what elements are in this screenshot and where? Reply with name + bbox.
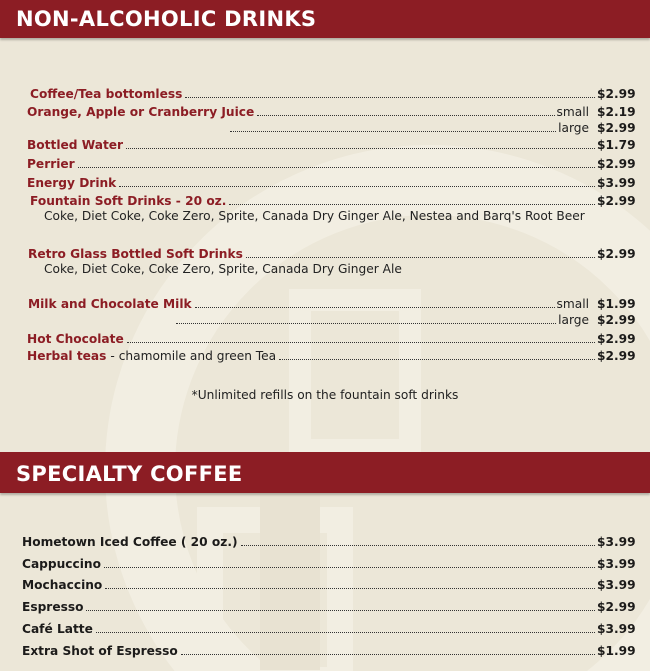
- menu-item: [22, 577, 634, 593]
- item-options: Coke, Diet Coke, Coke Zero, Sprite, Canada Dry Ginger Ale: [44, 262, 402, 276]
- item-options: Coke, Diet Coke, Coke Zero, Sprite, Canada Dry Ginger Ale, Nestea and Barq's Root Beer: [44, 209, 585, 223]
- item-price: $2.99: [597, 313, 636, 327]
- item-name: Mochaccino: [22, 578, 103, 592]
- item-name: Milk and Chocolate Milk: [28, 297, 192, 311]
- menu-item: [30, 86, 634, 102]
- item-price: $2.19: [597, 105, 636, 119]
- dot-leader: [104, 567, 595, 568]
- dot-leader: [176, 323, 556, 324]
- menu-item: [27, 104, 634, 120]
- menu-item: [27, 348, 634, 364]
- menu-item: [22, 556, 634, 572]
- item-name: Bottled Water: [27, 138, 124, 152]
- item-size: small: [556, 105, 589, 119]
- menu-item: [27, 156, 634, 172]
- item-name: Cappuccino: [22, 557, 101, 571]
- dot-leader: [126, 148, 595, 149]
- dot-leader: [257, 115, 554, 116]
- menu-item: [30, 193, 634, 209]
- item-price: $3.99: [597, 557, 636, 571]
- item-price: $2.99: [597, 247, 636, 261]
- item-price: $2.99: [597, 87, 636, 101]
- item-price: $2.99: [597, 121, 636, 135]
- dot-leader: [105, 588, 595, 589]
- item-size: small: [556, 297, 589, 311]
- dot-leader: [181, 654, 595, 655]
- dot-leader: [185, 97, 595, 98]
- item-name: Orange, Apple or Cranberry Juice: [27, 105, 255, 119]
- item-name: Herbal teas: [27, 349, 107, 363]
- item-price: $2.99: [597, 157, 636, 171]
- item-price: $2.99: [597, 600, 636, 614]
- item-price: $3.99: [597, 578, 636, 592]
- item-price: $2.99: [597, 349, 636, 363]
- item-name: Hometown Iced Coffee ( 20 oz.): [22, 535, 238, 549]
- item-name: Energy Drink: [27, 176, 117, 190]
- item-price: $3.99: [597, 622, 636, 636]
- menu-item: [27, 175, 634, 191]
- dot-leader: [241, 545, 595, 546]
- menu-item-variant: [230, 120, 634, 136]
- dot-leader: [230, 131, 556, 132]
- item-price: $3.99: [597, 176, 636, 190]
- refill-note: *Unlimited refills on the fountain soft drinks: [191, 388, 459, 402]
- dot-leader: [279, 359, 595, 360]
- item-name: Coffee/Tea bottomless: [30, 87, 183, 101]
- section-header-specialty-coffee: [0, 452, 650, 493]
- dot-leader: [96, 632, 595, 633]
- item-description: - chamomile and green Tea: [110, 349, 277, 363]
- dot-leader: [246, 257, 595, 258]
- item-price: $1.79: [597, 138, 636, 152]
- menu-item: [22, 599, 634, 615]
- item-size: large: [558, 121, 589, 135]
- section-title: NON-ALCOHOLIC DRINKS: [16, 7, 317, 31]
- item-price: $1.99: [597, 644, 636, 658]
- dot-leader: [78, 167, 595, 168]
- dot-leader: [127, 342, 595, 343]
- section-title: SPECIALTY COFFEE: [16, 462, 243, 486]
- item-name: Perrier: [27, 157, 75, 171]
- item-name: Fountain Soft Drinks - 20 oz.: [30, 194, 227, 208]
- item-price: $1.99: [597, 297, 636, 311]
- item-price: $3.99: [597, 535, 636, 549]
- dot-leader: [86, 610, 595, 611]
- menu-item-variant: [176, 312, 634, 328]
- menu-item: [27, 137, 634, 153]
- menu-item: [22, 534, 634, 550]
- item-price: $2.99: [597, 194, 636, 208]
- item-name: Espresso: [22, 600, 84, 614]
- dot-leader: [229, 204, 595, 205]
- dot-leader: [119, 186, 595, 187]
- item-price: $2.99: [597, 332, 636, 346]
- item-name: Extra Shot of Espresso: [22, 644, 178, 658]
- menu-item: [28, 246, 634, 262]
- menu-item: [27, 331, 634, 347]
- dot-leader: [195, 307, 555, 308]
- section-header-non-alcoholic: [0, 0, 650, 38]
- item-size: large: [558, 313, 589, 327]
- menu-item: [22, 621, 634, 637]
- item-name: Hot Chocolate: [27, 332, 124, 346]
- item-name: Retro Glass Bottled Soft Drinks: [28, 247, 243, 261]
- menu-item: [22, 643, 634, 659]
- menu-item: [28, 296, 634, 312]
- item-name: Café Latte: [22, 622, 93, 636]
